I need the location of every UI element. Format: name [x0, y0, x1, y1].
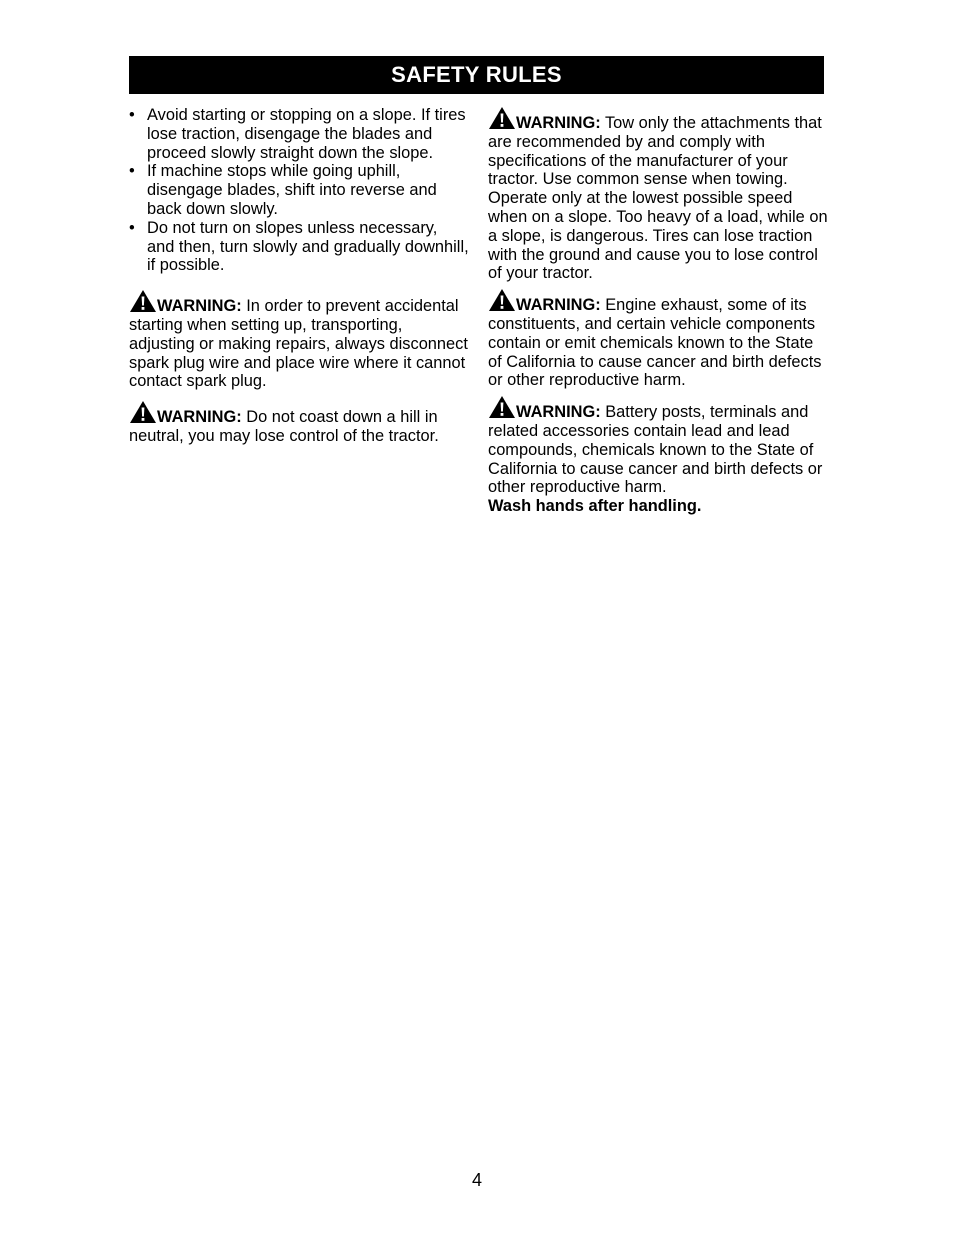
- wash-hands-notice: Wash hands after handling.: [488, 497, 702, 516]
- list-item-text: If machine stops while going uphill, disengage blades, shift into reverse and back down slowly.: [147, 162, 437, 218]
- page-number: 4: [471, 1170, 482, 1190]
- warning-paragraph: [488, 106, 828, 283]
- list-item: [129, 162, 469, 218]
- section-title-bar: [129, 56, 824, 94]
- warning-paragraph: [488, 288, 828, 390]
- warning-label: WARNING:: [157, 408, 242, 427]
- list-item-text: Do not turn on slopes unless necessary, and then, turn slowly and gradually downhill, if possible.: [147, 218, 469, 275]
- list-item-text: Avoid starting or stopping on a slope. If tires lose traction, disengage the blades and proceed slowly straight down the slope.: [147, 106, 466, 162]
- warning-triangle-icon: [488, 106, 516, 130]
- bullet-icon: •: [129, 106, 135, 124]
- list-item: [129, 106, 469, 162]
- warning-label: WARNING:: [157, 297, 242, 316]
- warning-label: WARNING:: [516, 296, 601, 315]
- left-column: [129, 106, 469, 446]
- warning-text: Battery posts, terminals and related accessories contain lead and lead compounds, chemicals known to the State of California to cause cancer and birth defects or other reproductive harm.: [488, 403, 823, 497]
- warning-text: Tow only the attachments that are recommended by and comply with specifications of the manufacturer of your tractor. Use common sense when towing. Operate only at the lowest possible speed when on a slope. Too heavy of a load, while on a slope, is dangerous. Tires can lose traction with the ground and cause you to lose control of your tractor.: [488, 114, 828, 283]
- list-item: [129, 219, 469, 275]
- warning-text: Do not coast down a hill in neutral, you may lose control of the tractor.: [129, 408, 439, 445]
- warning-paragraph: [129, 400, 469, 446]
- page-title: SAFETY RULES: [391, 62, 562, 87]
- warning-text: In order to prevent accidental starting when setting up, transporting, adjusting or making repairs, always disconnect spark plug wire and place wire where it cannot contact spark plug.: [129, 297, 468, 391]
- warning-triangle-icon: [129, 400, 157, 424]
- warning-triangle-icon: [129, 289, 157, 313]
- right-column: [488, 106, 828, 516]
- warning-triangle-icon: [488, 395, 516, 419]
- warning-label: WARNING:: [516, 403, 601, 422]
- warning-label: WARNING:: [516, 114, 601, 132]
- warning-paragraph: [129, 289, 469, 391]
- warning-paragraph: [488, 395, 828, 516]
- warning-triangle-icon: [488, 288, 516, 312]
- bullet-list: [129, 106, 469, 275]
- bullet-icon: •: [129, 218, 135, 237]
- bullet-icon: •: [129, 162, 135, 181]
- warning-text: Engine exhaust, some of its constituents, and certain vehicle components contain or emit chemicals known to the State of California to cause cancer and birth defects or other reproductive harm.: [488, 296, 822, 390]
